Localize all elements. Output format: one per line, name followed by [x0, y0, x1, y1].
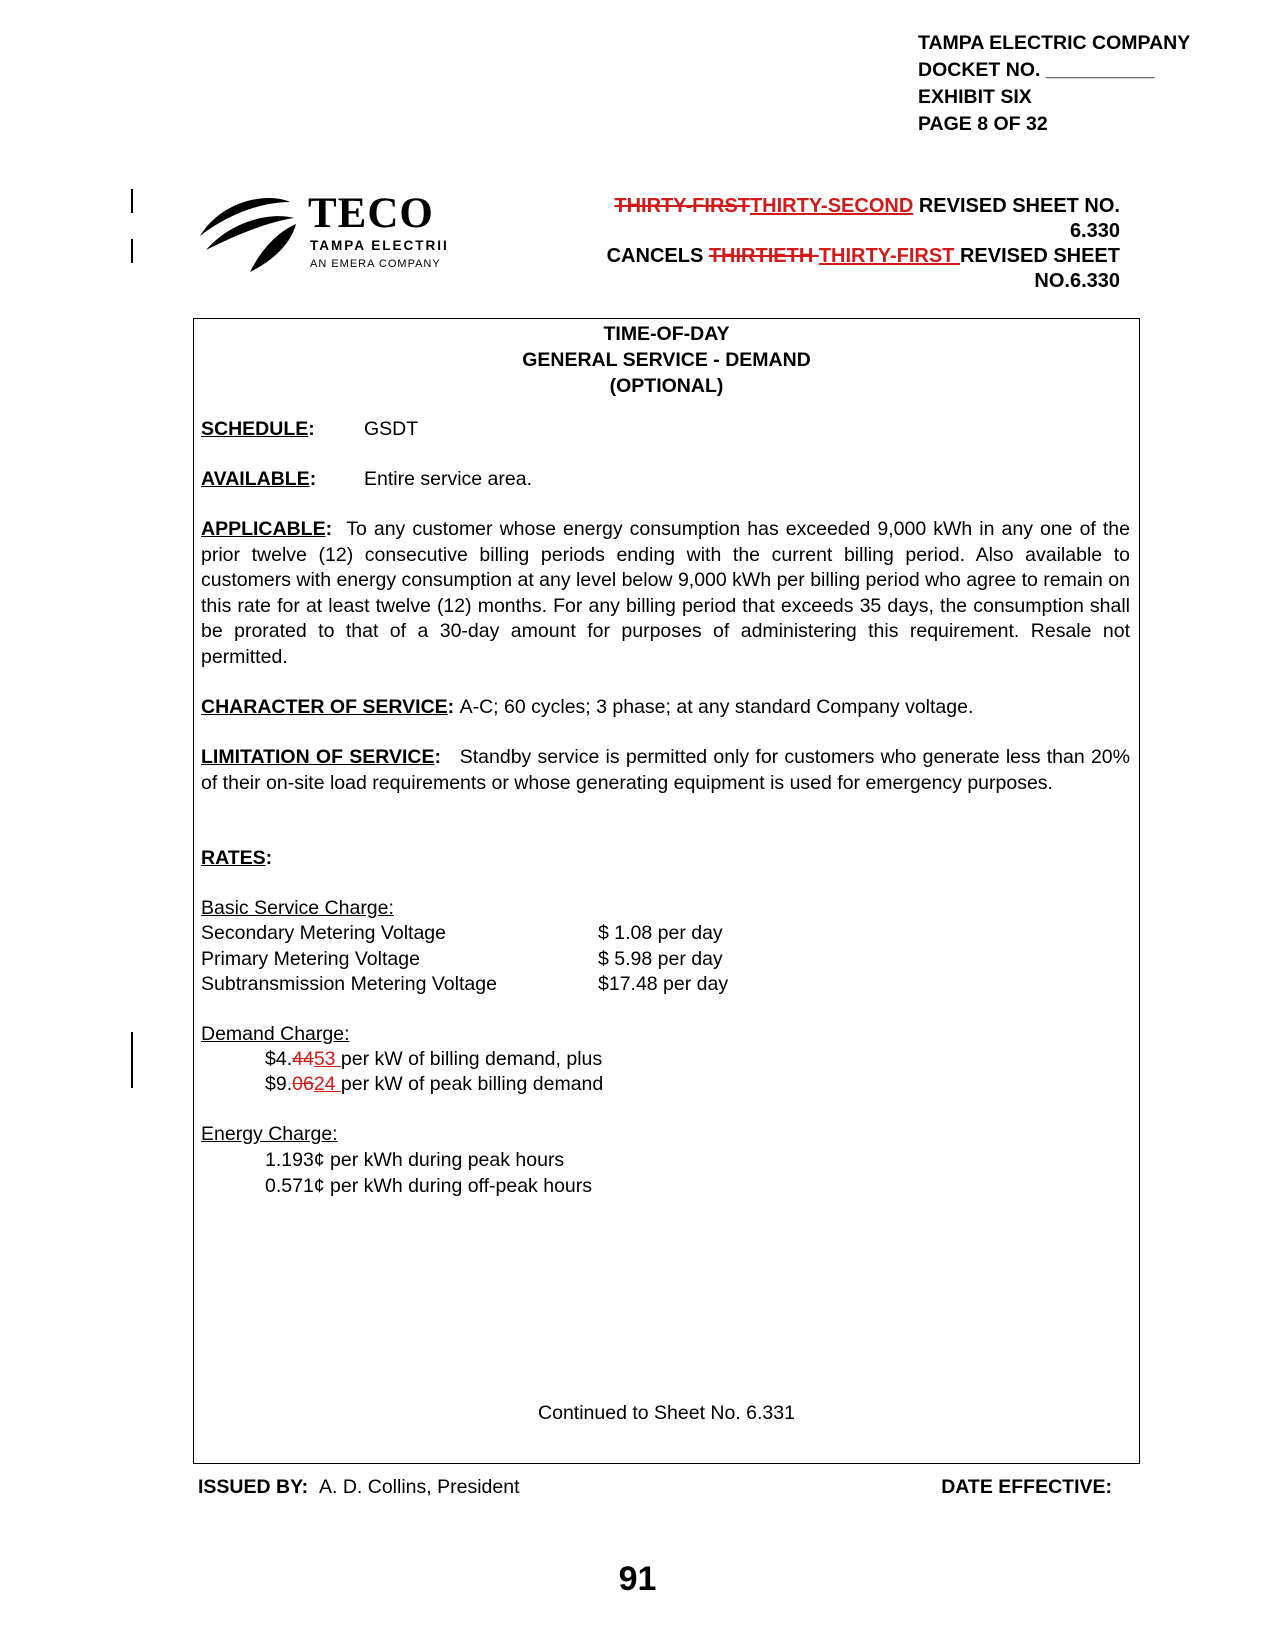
- energy-charge-item: 1.193¢ per kWh during peak hours: [265, 1149, 565, 1171]
- document-header: [918, 30, 1190, 138]
- revised-sheet-line: THIRTY-FIRSTTHIRTY-SECOND REVISED SHEET NO.: [614, 195, 1120, 217]
- cancels-number: NO.6.330: [1034, 270, 1120, 292]
- rate-value: $ 5.98 per day: [598, 948, 723, 970]
- docket-number: DOCKET NO. __________: [918, 59, 1155, 81]
- change-bar: [131, 239, 133, 263]
- deleted-text: 06: [292, 1073, 314, 1095]
- character-label: CHARACTER OF SERVICE: [201, 696, 448, 718]
- rates-heading: RATES:: [201, 847, 273, 869]
- limitation-of-service: LIMITATION OF SERVICE: Standby service is permitted only for customers who generate less than 20% of their on-site load requirements or whose generating equipment is used for emergency purposes.: [201, 746, 1130, 794]
- available-label: AVAILABLE: [201, 468, 310, 490]
- limitation-text: Standby service is permitted only for customers who generate less than 20% of their on-site load requirements or whose generating equipment is used for emergency purposes.: [201, 746, 1130, 794]
- rate-value: $ 1.08 per day: [598, 922, 723, 944]
- cancels-line: CANCELS THIRTIETH THIRTY-FIRST REVISED SHEET: [606, 245, 1120, 267]
- inserted-text: THIRTY-SECOND: [749, 195, 914, 217]
- available-value: Entire service area.: [364, 468, 532, 490]
- issued-by-value: A. D. Collins, President: [319, 1476, 520, 1498]
- deleted-text: THIRTIETH: [708, 245, 819, 267]
- date-effective-label: DATE EFFECTIVE:: [941, 1476, 1112, 1498]
- revision-block: [607, 194, 1120, 294]
- energy-charge-label: Energy Charge:: [201, 1123, 338, 1145]
- teco-logo: [198, 192, 508, 282]
- page-number: 91: [618, 1560, 657, 1598]
- swoosh-logo-icon: [198, 192, 310, 276]
- applicable-label: APPLICABLE: [201, 518, 326, 540]
- schedule-value: GSDT: [364, 418, 419, 440]
- applicable-paragraph: APPLICABLE: To any customer whose energy consumption has exceeded 9,000 kWh in any one of the prior twelve (12) consecutive billing periods ending with the current billing period. Also available to customers with energy consumption at any level below 9,000 kWh per billing period who agree to remain on this rate for at least twelve (12) months. For any billing period that exceeds 35 days, the consumption shall be prorated to that of a 30-day amount for purposes of administering this requirement. Resale not permitted.: [201, 518, 1130, 668]
- logo-wordmark: TECO: [308, 190, 434, 237]
- page-indicator: PAGE 8 OF 32: [918, 113, 1048, 135]
- issued-by-label: ISSUED BY:: [198, 1476, 309, 1498]
- exhibit-label: EXHIBIT SIX: [918, 86, 1032, 108]
- limitation-label: LIMITATION OF SERVICE: [201, 746, 435, 768]
- logo-tagline: AN EMERA COMPANY: [310, 258, 441, 270]
- rate-name: Primary Metering Voltage: [201, 948, 420, 970]
- applicable-text: To any customer whose energy consumption has exceeded 9,000 kWh in any one of the prior twelve (12) consecutive billing periods ending with the current billing period. Also available to customers with energy consumption at any level below 9,000 kWh per billing period who agree to remain on this rate for at least twelve (12) months. For any billing period that exceeds 35 days, the consumption shall be prorated to that of a 30-day amount for purposes of administering this requirement. Resale not permitted.: [201, 518, 1130, 668]
- change-bar: [131, 189, 133, 213]
- page-title: TIME-OF-DAY GENERAL SERVICE - DEMAND (OPTIONAL): [522, 323, 811, 397]
- rate-value: $17.48 per day: [598, 973, 729, 995]
- logo-subtitle: TAMPA ELECTRII: [310, 238, 449, 253]
- sheet-number: 6.330: [1069, 220, 1120, 242]
- rate-name: Subtransmission Metering Voltage: [201, 973, 497, 995]
- issued-by: [198, 1474, 520, 1500]
- basic-charge-label: Basic Service Charge:: [201, 897, 394, 919]
- company-name: TAMPA ELECTRIC COMPANY: [918, 32, 1191, 54]
- character-of-service: CHARACTER OF SERVICE: A-C; 60 cycles; 3 phase; at any standard Company voltage.: [201, 696, 974, 718]
- schedule-label: SCHEDULE: [201, 418, 309, 440]
- demand-charge-item: $9.0624 per kW of peak billing demand: [265, 1073, 604, 1095]
- energy-charge-item: 0.571¢ per kWh during off-peak hours: [265, 1175, 593, 1197]
- inserted-text: 53: [313, 1048, 341, 1070]
- inserted-text: THIRTY-FIRST: [818, 245, 960, 267]
- schedule-row: SCHEDULE:: [201, 418, 315, 440]
- demand-charge-label: Demand Charge:: [201, 1023, 350, 1045]
- rate-name: Secondary Metering Voltage: [201, 922, 446, 944]
- available-row: AVAILABLE:: [201, 468, 317, 490]
- inserted-text: 24: [313, 1073, 341, 1095]
- deleted-text: THIRTY-FIRST: [614, 195, 750, 217]
- change-bar: [131, 1032, 133, 1088]
- demand-charge-item: $4.4453 per kW of billing demand, plus: [265, 1048, 603, 1070]
- character-text: A-C; 60 cycles; 3 phase; at any standard Company voltage.: [459, 696, 974, 718]
- deleted-text: 44: [292, 1048, 314, 1070]
- continued-note: Continued to Sheet No. 6.331: [538, 1402, 795, 1424]
- tariff-sheet-frame: [193, 318, 1140, 1464]
